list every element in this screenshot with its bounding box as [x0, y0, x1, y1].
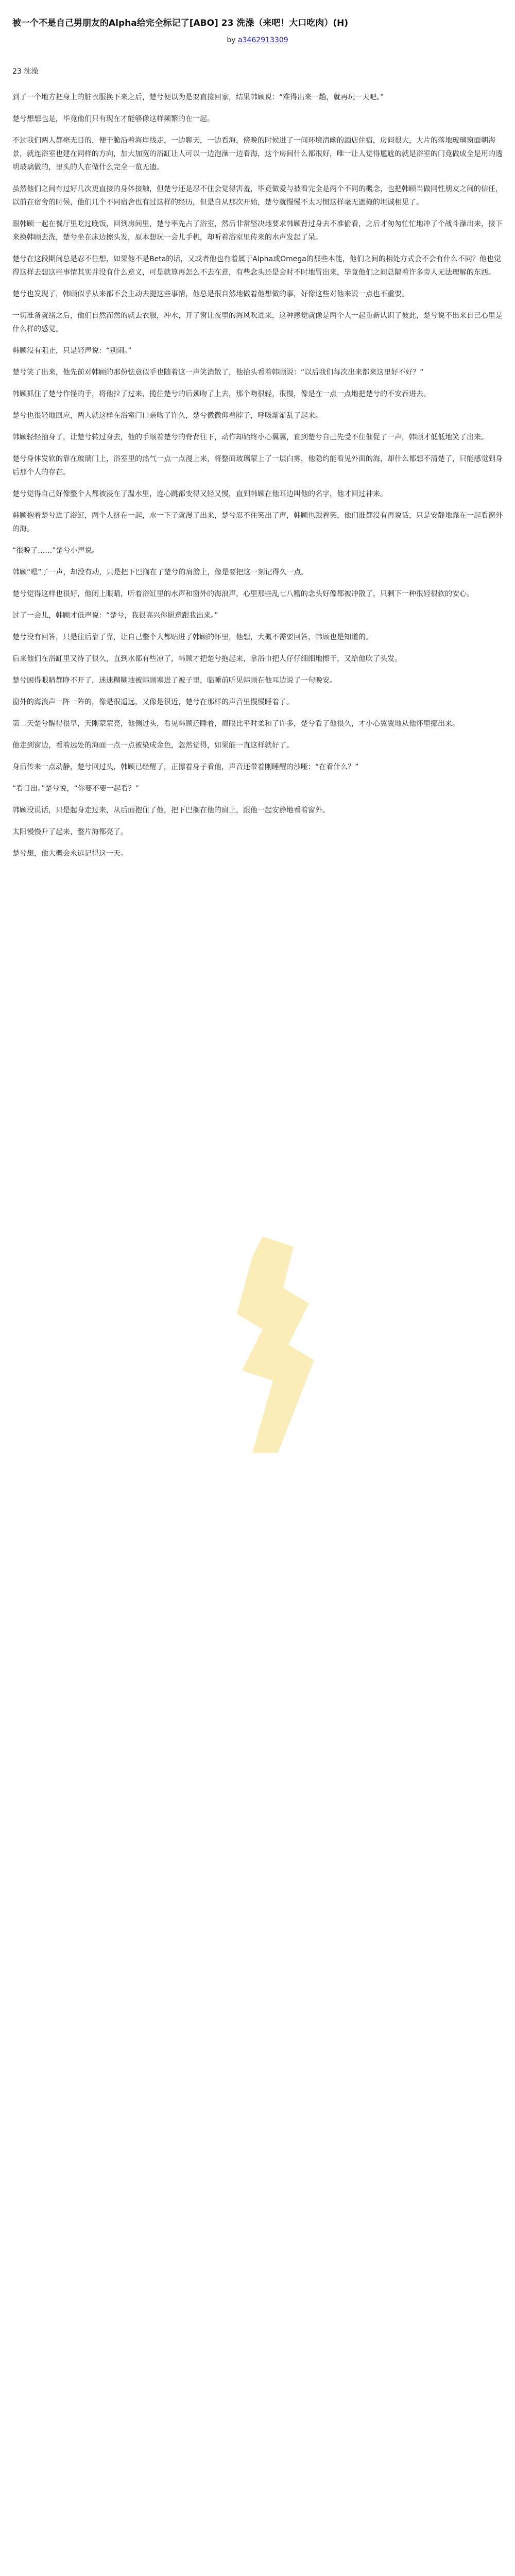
byline	[12, 35, 503, 45]
paragraph: 过了一会儿，韩顾才低声说：“楚兮，我很高兴你愿意跟我出来。”	[12, 612, 218, 620]
document-page	[12, 0, 503, 2576]
paragraph: 跟韩顾一起在餐厅里吃过晚饭，回到房间里，楚兮率先占了浴室，然后非常坚决地要求韩顾背过身去不准偷看，之后才匆匆忙忙地冲了个战斗澡出来，接下来换韩顾去洗，楚兮坐在床边擦头发，原本想玩一会儿手机，却听着浴室里传来的水声发起了呆。	[12, 220, 503, 242]
document-title: 被一个不是自己男朋友的Alpha给完全标记了[ABO] 23 洗澡（来吧！大口吃肉）(H)	[12, 18, 349, 28]
paragraph: 楚兮在这段期间总是忍不住想，如果他不是Beta的话，又或者他也有着属于Alpha或Omega的那些本能，他们之间的相处方式会不会有什么不同？他也觉得这样去想这些事情其实并没有什么意义，可是就算再怎么不去在意，有些念头还是会时不时地冒出来，毕竟他们之间总隔着许多旁人无法理解的东西。	[12, 255, 501, 277]
chapter-body	[12, 91, 503, 860]
paragraph: 第二天楚兮醒得很早，天刚蒙蒙亮，他侧过头，看见韩顾还睡着，眉眼比平时柔和了许多，楚兮看了他很久，才小心翼翼地从他怀里挪出来。	[12, 720, 459, 728]
paragraph: 到了一个地方把身上的脏衣服换下来之后，楚兮便以为是要直接回家，结果韩顾说：“难得出来一趟，就再玩一天吧。”	[12, 93, 384, 101]
paragraph: 楚兮笑了出来，他先前对韩顾的那份怯意似乎也随着这一声笑消散了，他抬头看着韩顾说：“以后我们每次出来都来这里好不好？”	[12, 368, 424, 377]
chapter-heading: 23 洗澡	[12, 67, 39, 76]
paragraph: 不过我们两人都毫无目的，便干脆沿着海岸线走，一边聊天，一边看海，傍晚的时候进了一间环境清幽的酒店住宿，房间很大，大片的落地玻璃窗面朝海景，就连浴室也建在同样的方向，加大加宽的浴缸让人可以一边泡澡一边看海，这个房间什么都很好，唯一让人觉得尴尬的就是浴室的门竟做成全是用的透明玻璃做的，里头的人在做什么完全一览无遗。	[12, 137, 503, 172]
paragraph: 楚兮身体发软的靠在玻璃门上，浴室里的热气一点一点漫上来，将整面玻璃蒙上了一层白雾，他隐约能看见外面的海，却什么都想不清楚了，只能感觉到身后那个人的存在。	[12, 455, 503, 477]
byline-prefix: by	[227, 36, 238, 44]
paragraph: 楚兮也发现了，韩顾似乎从来都不会主动去提这些事情，他总是很自然地做着他想做的事，好像这些对他来说一点也不重要。	[12, 290, 409, 298]
paragraph: 太阳慢慢升了起来，整片海都亮了。	[12, 828, 128, 836]
paragraph: 韩顾没有阻止，只是轻声说：“别闹。”	[12, 347, 132, 355]
paragraph: 韩顾抱着楚兮进了浴缸，两个人挤在一起，水一下子就漫了出来，楚兮忍不住笑出了声，韩顾也跟着笑，他们谁都没有再说话，只是安静地靠在一起看窗外的海。	[12, 512, 503, 533]
paragraph: “看日出。”楚兮说，“你要不要一起看？”	[12, 785, 140, 793]
paragraph: 韩顾轻轻抽身了，让楚兮转过身去，他的手顺着楚兮的脊背往下，动作却始终小心翼翼，直到楚兮自己先受不住催促了一声，韩顾才低低地笑了出来。	[12, 433, 488, 442]
paragraph: 楚兮觉得自己好像整个人都被浸在了温水里，连心跳都变得又轻又慢，直到韩顾在他耳边叫他的名字，他才回过神来。	[12, 490, 387, 498]
paragraph: 韩顾抓住了楚兮作怪的手，将他拉了过来，揽住楚兮的后颈吻了上去，那个吻很轻，很慢，像是在一点一点地把楚兮的不安吞进去。	[12, 390, 431, 398]
paragraph: 楚兮想，他大概会永远记得这一天。	[12, 850, 128, 858]
paragraph: 身后传来一点动静，楚兮回过头，韩顾已经醒了，正撑着身子看他，声音还带着刚睡醒的沙哑：“在看什么？”	[12, 763, 359, 771]
paragraph: 楚兮也很轻地回应，两人就这样在浴室门口亲吻了许久，楚兮微微仰着脖子，呼吸渐渐乱了起来。	[12, 412, 322, 420]
paragraph: 楚兮没有回答，只是往后靠了靠，让自己整个人都贴进了韩顾的怀里，他想，大概不需要回答，韩顾也是知道的。	[12, 633, 373, 641]
paragraph: 他走到窗边，看着远处的海面一点一点被染成金色，忽然觉得，如果能一直这样就好了。	[12, 741, 294, 750]
author-link[interactable]: a3462913309	[237, 36, 288, 44]
paragraph: 楚兮觉得这样也很好，他闭上眼睛，听着浴缸里的水声和窗外的海浪声，心里那些乱七八糟的念头好像都被冲散了，只剩下一种很轻很软的安心。	[12, 590, 474, 598]
paragraph: 楚兮想想也是，毕竟他们只有现在才能够像这样频繁的在一起。	[12, 115, 214, 123]
paragraph: 后来他们在浴缸里又待了很久，直到水都有些凉了，韩顾才把楚兮抱起来，拿浴巾把人仔仔细细地擦干，又给他吹了头发。	[12, 655, 402, 663]
paragraph: 一切准备就绪之后，他们自然而然的就去衣服，冲水，开了窗让夜里的海风吹进来，这种感觉就像是两个人一起重新认识了彼此，楚兮说不出来自己心里是什么样的感觉。	[12, 312, 503, 333]
paragraph: 韩顾“嗯”了一声，却没有动，只是把下巴搁在了楚兮的肩膀上，像是要把这一刻记得久一点。	[12, 568, 308, 577]
paragraph: 窗外的海浪声一阵一阵的，像是很遥远，又像是很近，楚兮在那样的声音里慢慢睡着了。	[12, 698, 294, 706]
paragraph: “很晚了……”楚兮小声说。	[12, 547, 99, 555]
paragraph: 楚兮困得眼睛都睁不开了，迷迷糊糊地被韩顾塞进了被子里，临睡前听见韩顾在他耳边说了一句晚安。	[12, 676, 337, 685]
paragraph: 韩顾没说话，只是起身走过来，从后面抱住了他，把下巴搁在他的肩上，跟他一起安静地看着窗外。	[12, 806, 330, 815]
paragraph: 虽然他们之间有过好几次更直接的身体接触，但楚兮还是忍不住会觉得害羞，毕竟做爱与被看完全是两个不同的概念，也把韩顾当做同性朋友之间的信任，以前在宿舍的时候，他们几个不同宿舍也有过这样的经历，但是自从那次开始，楚兮就慢慢不太习惯这样毫无遮掩的坦诚相见了。	[12, 185, 503, 207]
